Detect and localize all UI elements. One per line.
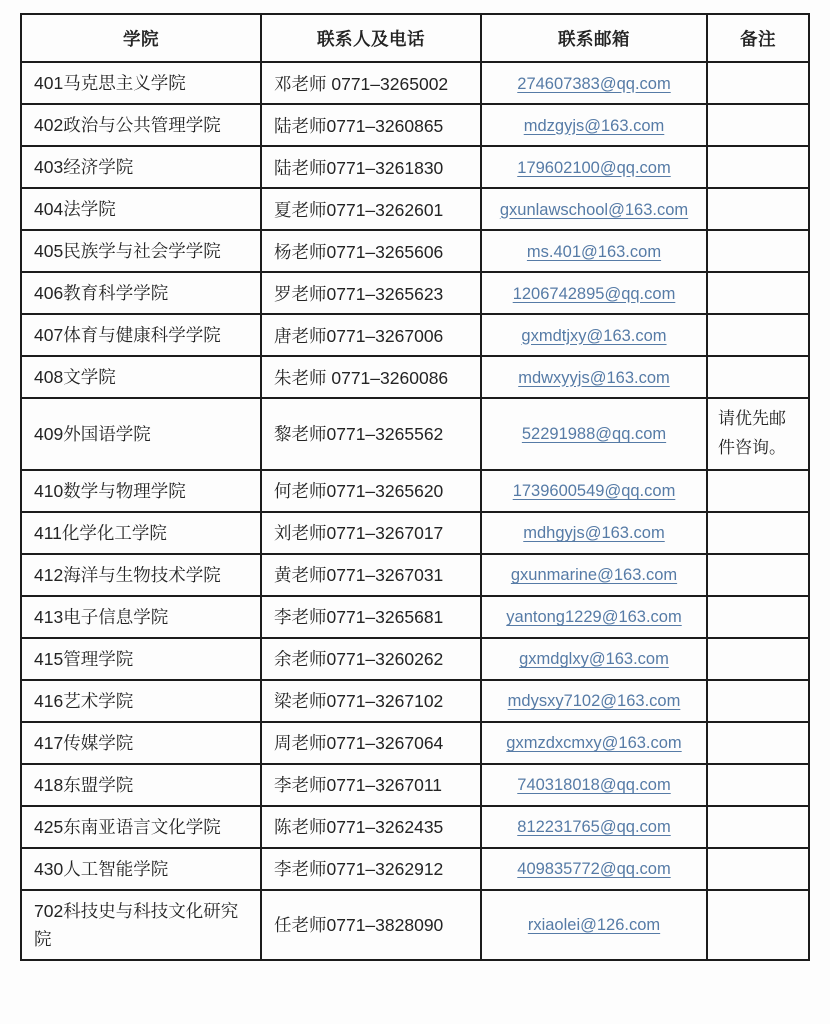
email-link[interactable]: mdwxyyjs@163.com (518, 368, 670, 387)
college-cell: 403经济学院 (21, 146, 261, 188)
contact-cell: 陆老师0771–3261830 (261, 146, 481, 188)
contact-cell: 任老师0771–3828090 (261, 890, 481, 960)
table-row (21, 272, 809, 314)
note-cell (707, 848, 809, 890)
note-cell (707, 806, 809, 848)
note-cell: 请优先邮件咨询。 (707, 398, 809, 470)
table-row (21, 470, 809, 512)
table-row (21, 554, 809, 596)
note-cell (707, 722, 809, 764)
contact-cell: 杨老师0771–3265606 (261, 230, 481, 272)
email-link[interactable]: 409835772@qq.com (517, 860, 671, 879)
note-cell (707, 638, 809, 680)
column-header-contact: 联系人及电话 (261, 14, 481, 62)
college-cell: 401马克思主义学院 (21, 62, 261, 104)
note-cell (707, 596, 809, 638)
college-cell: 425东南亚语言文化学院 (21, 806, 261, 848)
college-cell: 416艺术学院 (21, 680, 261, 722)
college-cell: 418东盟学院 (21, 764, 261, 806)
email-cell (481, 848, 707, 890)
email-cell (481, 62, 707, 104)
college-cell: 408文学院 (21, 356, 261, 398)
table-row (21, 104, 809, 146)
email-link[interactable]: yantong1229@163.com (506, 608, 682, 627)
table-row (21, 62, 809, 104)
college-cell: 411化学化工学院 (21, 512, 261, 554)
email-link[interactable]: rxiaolei@126.com (527, 916, 661, 935)
email-cell (481, 272, 707, 314)
contact-cell: 邓老师 0771–3265002 (261, 62, 481, 104)
contact-cell: 黎老师0771–3265562 (261, 398, 481, 470)
email-link[interactable]: gxmdtjxy@163.com (521, 326, 667, 345)
college-cell: 413电子信息学院 (21, 596, 261, 638)
email-cell (481, 554, 707, 596)
email-cell (481, 764, 707, 806)
note-cell (707, 272, 809, 314)
email-cell (481, 470, 707, 512)
contact-cell: 刘老师0771–3267017 (261, 512, 481, 554)
table-row (21, 356, 809, 398)
table-row (21, 188, 809, 230)
email-link[interactable]: mdysxy7102@163.com (507, 692, 681, 711)
email-cell (481, 104, 707, 146)
contact-cell: 何老师0771–3265620 (261, 470, 481, 512)
contact-cell: 李老师0771–3262912 (261, 848, 481, 890)
table-row (21, 680, 809, 722)
email-link[interactable]: mdhgyjs@163.com (523, 524, 665, 543)
email-cell (481, 890, 707, 960)
note-cell (707, 890, 809, 960)
college-cell: 702科技史与科技文化研究院 (21, 890, 261, 960)
college-cell: 406教育科学学院 (21, 272, 261, 314)
email-cell (481, 356, 707, 398)
email-link[interactable]: gxmzdxcmxy@163.com (506, 734, 682, 753)
email-cell (481, 722, 707, 764)
note-cell (707, 146, 809, 188)
email-cell (481, 806, 707, 848)
table-row (21, 512, 809, 554)
note-cell (707, 62, 809, 104)
table-row (21, 890, 809, 960)
column-header-note: 备注 (707, 14, 809, 62)
email-cell (481, 512, 707, 554)
email-link[interactable]: gxunmarine@163.com (510, 566, 678, 585)
note-cell (707, 230, 809, 272)
email-cell (481, 680, 707, 722)
note-cell (707, 680, 809, 722)
contact-cell: 梁老师0771–3267102 (261, 680, 481, 722)
contact-cell: 罗老师0771–3265623 (261, 272, 481, 314)
contact-cell: 夏老师0771–3262601 (261, 188, 481, 230)
email-cell (481, 398, 707, 470)
table-row (21, 314, 809, 356)
note-cell (707, 104, 809, 146)
email-cell (481, 314, 707, 356)
contact-cell: 余老师0771–3260262 (261, 638, 481, 680)
contact-cell: 李老师0771–3267011 (261, 764, 481, 806)
email-link[interactable]: 812231765@qq.com (517, 818, 671, 837)
college-cell: 409外国语学院 (21, 398, 261, 470)
college-cell: 412海洋与生物技术学院 (21, 554, 261, 596)
email-link[interactable]: 179602100@qq.com (517, 158, 671, 177)
college-cell: 402政治与公共管理学院 (21, 104, 261, 146)
note-cell (707, 314, 809, 356)
college-cell: 404法学院 (21, 188, 261, 230)
note-cell (707, 554, 809, 596)
contact-table (20, 13, 810, 961)
email-cell (481, 638, 707, 680)
email-link[interactable]: 274607383@qq.com (517, 74, 671, 93)
column-header-college: 学院 (21, 14, 261, 62)
note-cell (707, 356, 809, 398)
column-header-email: 联系邮箱 (481, 14, 707, 62)
note-cell (707, 512, 809, 554)
college-cell: 415管理学院 (21, 638, 261, 680)
contact-cell: 陈老师0771–3262435 (261, 806, 481, 848)
table-row (21, 638, 809, 680)
table-row (21, 764, 809, 806)
college-cell: 417传媒学院 (21, 722, 261, 764)
table-row (21, 146, 809, 188)
college-cell: 405民族学与社会学学院 (21, 230, 261, 272)
email-link[interactable]: 1739600549@qq.com (512, 482, 676, 501)
email-link[interactable]: ms.401@163.com (526, 242, 662, 261)
header-row (21, 14, 809, 62)
college-cell: 410数学与物理学院 (21, 470, 261, 512)
email-link[interactable]: mdzgyjs@163.com (523, 116, 665, 135)
table-row (21, 398, 809, 470)
college-cell: 407体育与健康科学学院 (21, 314, 261, 356)
table-row (21, 230, 809, 272)
email-link[interactable]: 740318018@qq.com (517, 776, 671, 795)
contact-cell: 朱老师 0771–3260086 (261, 356, 481, 398)
college-cell: 430人工智能学院 (21, 848, 261, 890)
table-row (21, 806, 809, 848)
email-cell (481, 230, 707, 272)
contact-cell: 黄老师0771–3267031 (261, 554, 481, 596)
note-cell (707, 470, 809, 512)
email-link[interactable]: gxmdglxy@163.com (519, 650, 669, 669)
email-link[interactable]: gxunlawschool@163.com (499, 200, 689, 219)
email-link[interactable]: 52291988@qq.com (521, 425, 667, 444)
table-row (21, 596, 809, 638)
email-cell (481, 188, 707, 230)
contact-cell: 李老师0771–3265681 (261, 596, 481, 638)
note-cell (707, 764, 809, 806)
email-cell (481, 146, 707, 188)
note-cell (707, 188, 809, 230)
table-row (21, 722, 809, 764)
email-cell (481, 596, 707, 638)
email-link[interactable]: 1206742895@qq.com (512, 284, 676, 303)
contact-cell: 周老师0771–3267064 (261, 722, 481, 764)
table-row (21, 848, 809, 890)
contact-cell: 唐老师0771–3267006 (261, 314, 481, 356)
contact-cell: 陆老师0771–3260865 (261, 104, 481, 146)
table-body (21, 62, 809, 960)
